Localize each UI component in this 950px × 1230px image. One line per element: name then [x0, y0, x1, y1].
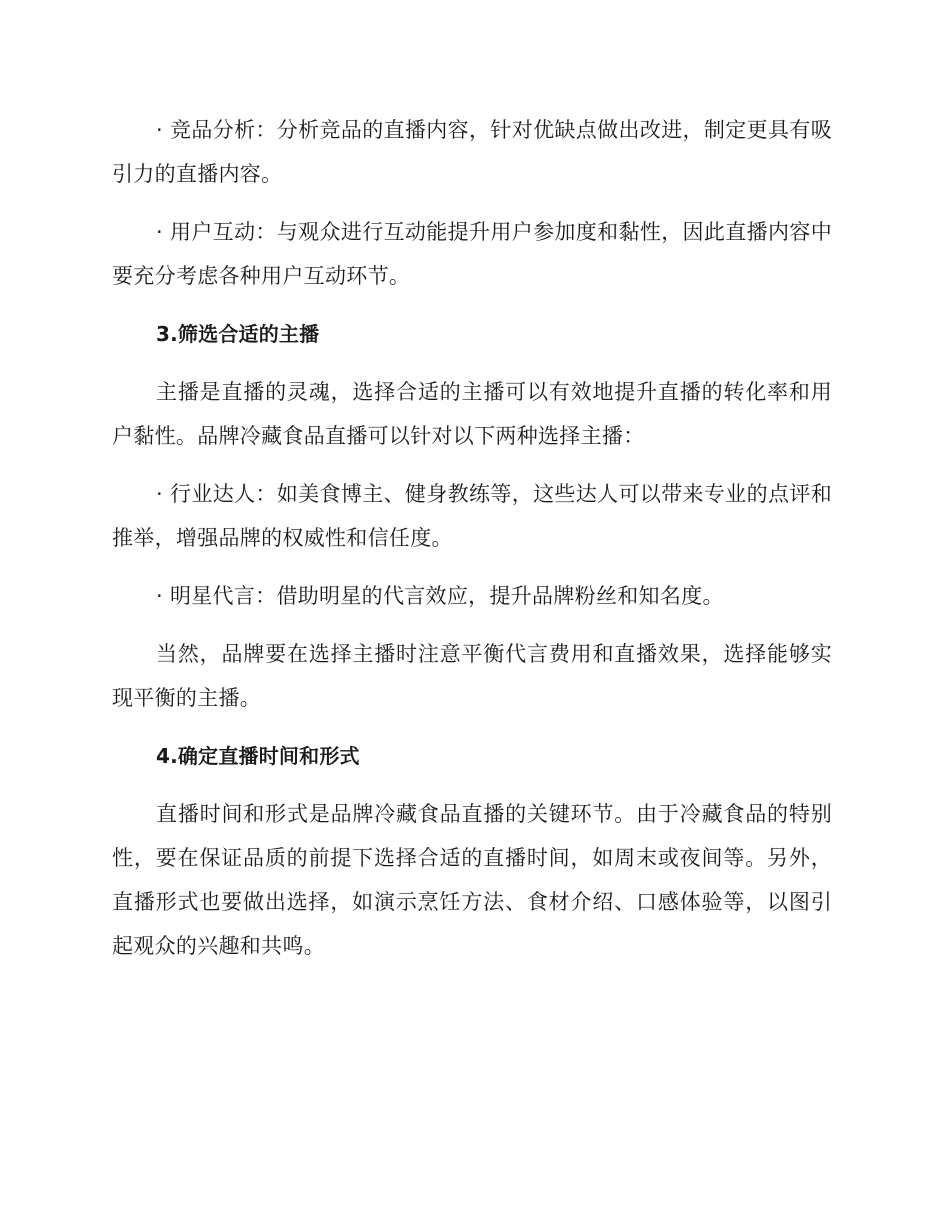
bullet-industry-expert: · 行业达人：如美食博主、健身教练等，这些达人可以带来专业的点评和推举，增强品牌的权威性和信任度。 — [112, 482, 832, 550]
document-page — [112, 108, 832, 982]
bullet-celebrity-endorsement: · 明星代言：借助明星的代言效应，提升品牌粉丝和知名度。 — [156, 584, 724, 608]
paragraph-time-format: 直播时间和形式是品牌冷藏食品直播的关键环节。由于冷藏食品的特别性，要在保证品质的前提下选择合适的直播时间，如周末或夜间等。另外，直播形式也要做出选择，如演示烹饪方法、食材介绍、口感体验等，以图引起观众的兴趣和共鸣。 — [112, 802, 832, 958]
bullet-competitor-analysis: · 竞品分析：分析竞品的直播内容，针对优缺点做出改进，制定更具有吸引力的直播内容。 — [112, 118, 832, 186]
section-heading-select-host: 3.筛选合适的主播 — [156, 322, 320, 346]
bullet-user-interaction: · 用户互动：与观众进行互动能提升用户参加度和黏性，因此直播内容中要充分考虑各种用户互动环节。 — [112, 220, 832, 288]
paragraph-host-intro: 主播是直播的灵魂，选择合适的主播可以有效地提升直播的转化率和用户黏性。品牌冷藏食品直播可以针对以下两种选择主播： — [112, 380, 832, 448]
section-heading-time-format: 4.确定直播时间和形式 — [156, 744, 360, 768]
paragraph-balance: 当然，品牌要在选择主播时注意平衡代言费用和直播效果，选择能够实现平衡的主播。 — [112, 642, 832, 710]
